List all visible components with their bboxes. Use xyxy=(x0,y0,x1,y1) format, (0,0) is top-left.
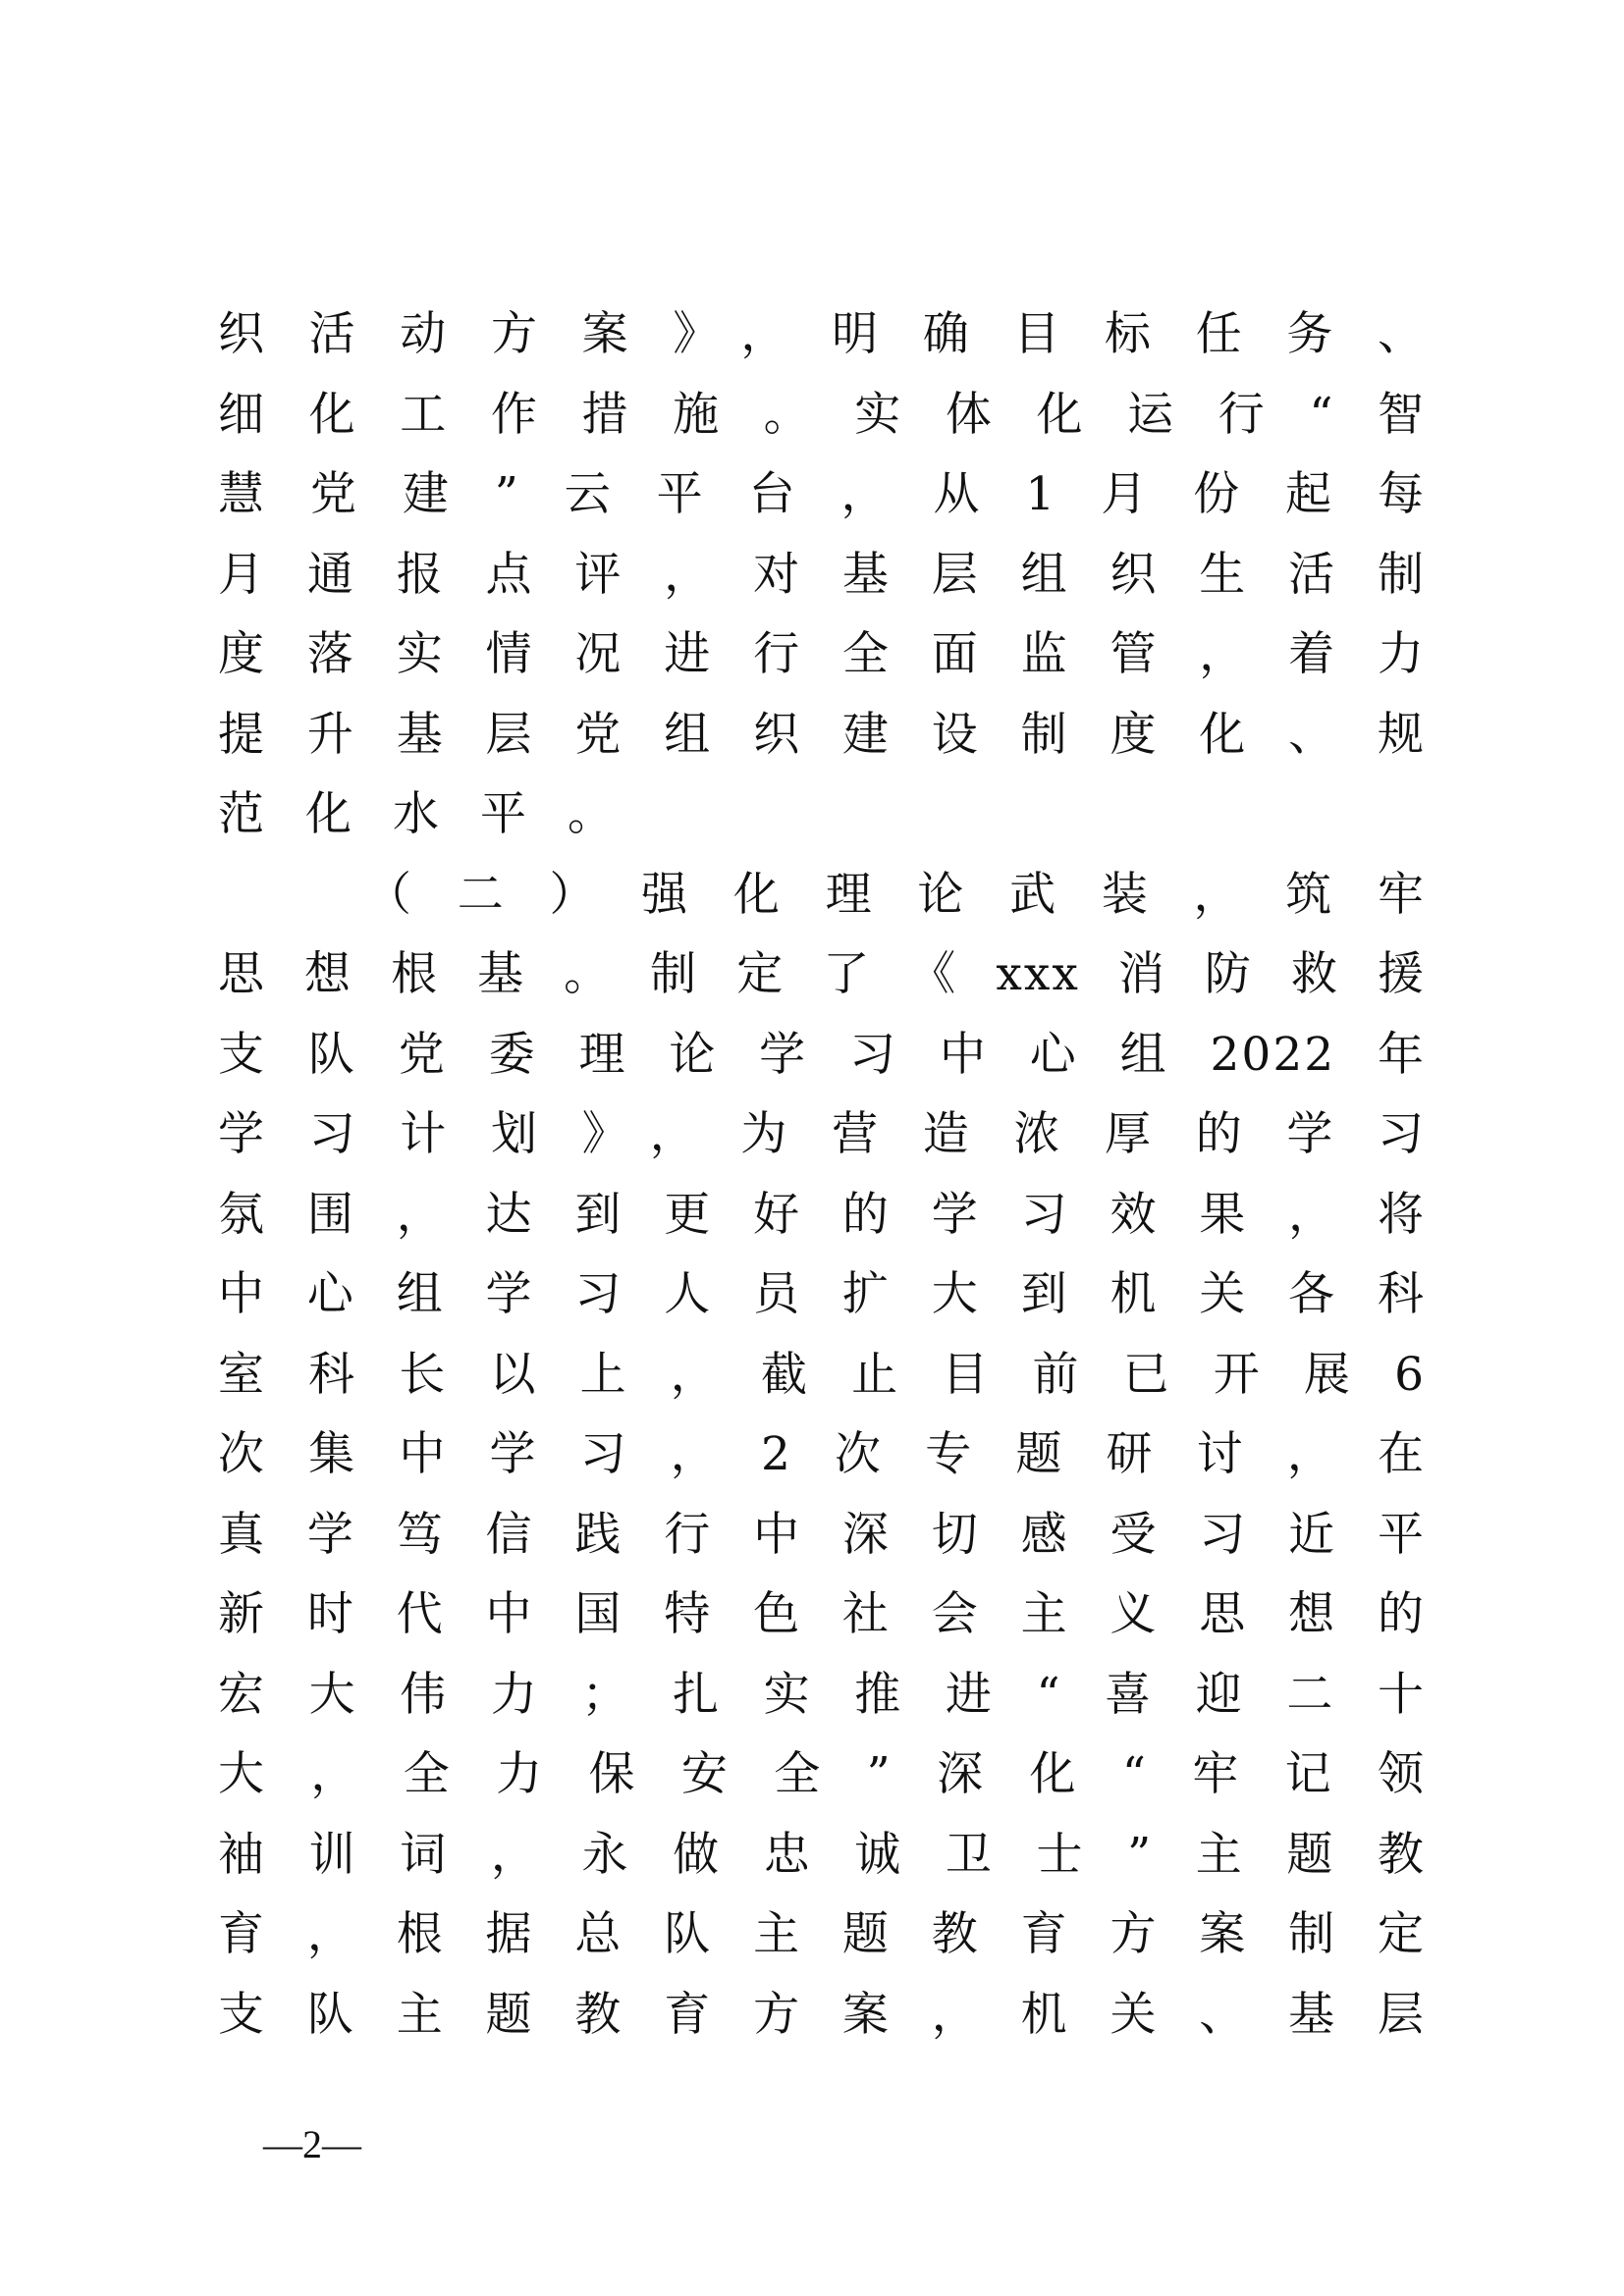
text-line: 大，全力保安全”深化“牢记领 xyxy=(218,1747,1426,1801)
text-line: 织活动方案》，明确目标任务、 xyxy=(218,307,1426,361)
section-heading-line: （二）强化理论武装，筑牢 xyxy=(365,867,1426,922)
text-line: 育，根据总队主题教育方案制定 xyxy=(218,1907,1426,1961)
text-line: 范化水平。 xyxy=(218,787,655,841)
text-line: 次集中学习，2次专题研讨，在 xyxy=(218,1427,1426,1481)
text-line: 宏大伟力；扎实推进“喜迎二十 xyxy=(218,1667,1426,1722)
text-line: 氛围，达到更好的学习效果，将 xyxy=(218,1187,1426,1242)
text-line: 提升基层党组织建设制度化、规 xyxy=(218,707,1426,762)
text-line: 真学笃信践行中深切感受习近平 xyxy=(218,1507,1426,1562)
text-line: 中心组学习人员扩大到机关各科 xyxy=(218,1267,1426,1321)
text-line: 度落实情况进行全面监管，着力 xyxy=(218,627,1426,681)
page-number: —2— xyxy=(263,2122,361,2166)
text-line: 思想根基。制定了《xxx消防救援 xyxy=(218,947,1426,1001)
text-line: 学习计划》，为营造浓厚的学习 xyxy=(218,1107,1426,1161)
text-line: 室科长以上，截止目前已开展6 xyxy=(218,1347,1426,1402)
text-line: 细化工作措施。实体化运行“智 xyxy=(218,387,1426,442)
body-text xyxy=(218,294,1426,2055)
text-line: 袖训词，永做忠诚卫士”主题教 xyxy=(218,1827,1426,1882)
text-line: 慧党建”云平台，从1月份起每 xyxy=(218,467,1426,521)
text-line: 月通报点评，对基层组织生活制 xyxy=(218,547,1426,602)
text-line: 新时代中国特色社会主义思想的 xyxy=(218,1587,1426,1641)
text-line: 支队党委理论学习中心组2022年 xyxy=(218,1027,1426,1082)
text-line: 支队主题教育方案，机关、基层 xyxy=(218,1987,1426,2042)
